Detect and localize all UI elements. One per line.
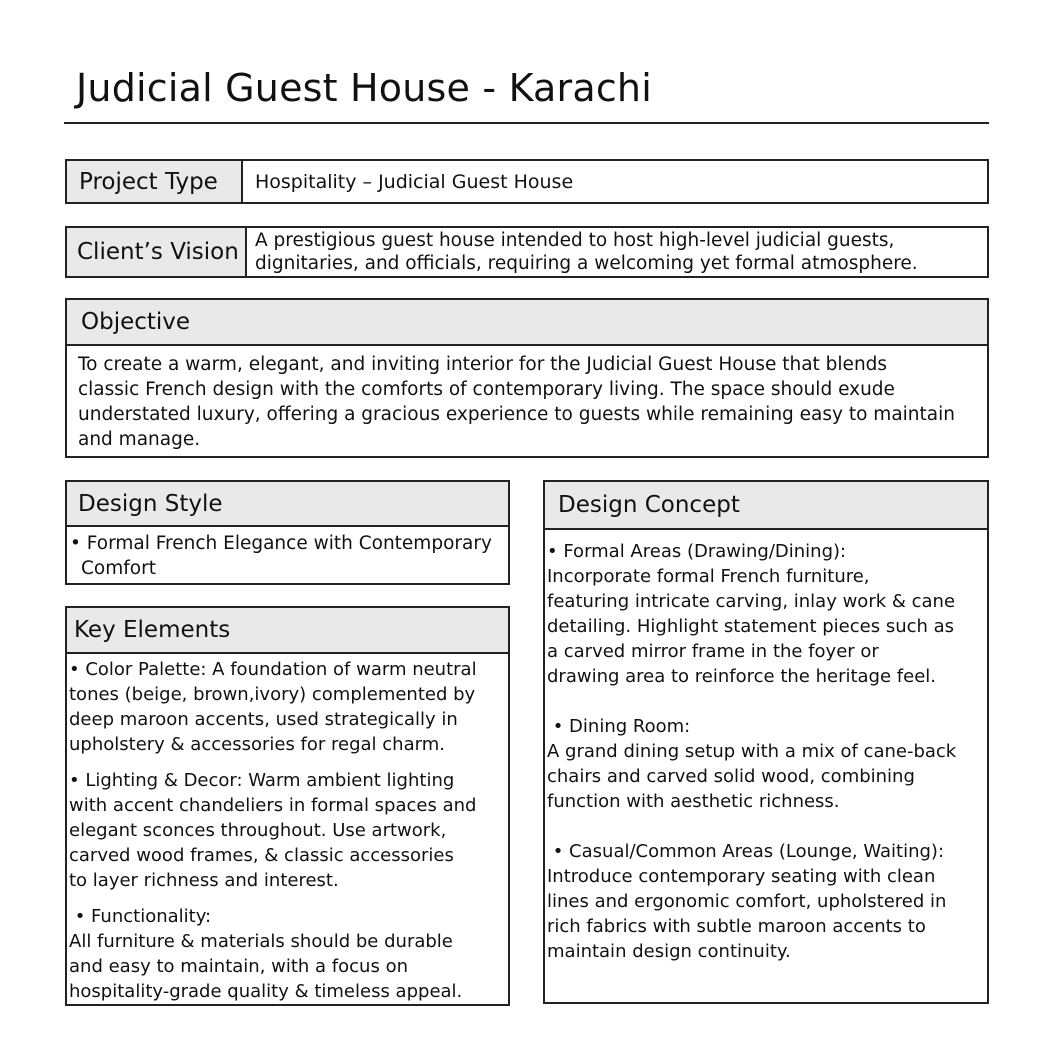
objective-section: [65, 298, 989, 458]
functionality-line: and easy to maintain, with a focus on: [69, 956, 408, 977]
lighting-decor-line: • Lighting & Decor: Warm ambient lighting: [69, 770, 455, 791]
divider: [545, 528, 987, 530]
project-type-value: Hospitality – Judicial Guest House: [255, 170, 574, 193]
objective-text: [78, 352, 955, 452]
clients-vision-label: Client’s Vision: [67, 228, 245, 276]
divider: [67, 344, 987, 346]
key-elements-section: [65, 606, 510, 1006]
page-title: Judicial Guest House - Karachi: [76, 66, 652, 110]
formal-areas-line: a carved mirror frame in the foyer or: [547, 641, 879, 662]
clients-vision-line: dignitaries, and officials, requiring a welcoming yet formal atmosphere.: [255, 253, 918, 274]
formal-areas-line: • Formal Areas (Drawing/Dining):: [547, 541, 847, 562]
dining-room-line: A grand dining setup with a mix of cane-back: [547, 741, 957, 762]
color-palette-line: upholstery & accessories for regal charm.: [69, 734, 445, 755]
design-style-line: Comfort: [81, 558, 156, 579]
design-concept-section: [543, 480, 989, 1004]
clients-vision-line: A prestigious guest house intended to host high-level judicial guests,: [255, 230, 895, 251]
dining-room-line: • Dining Room:: [547, 716, 691, 737]
functionality-line: hospitality-grade quality & timeless appeal.: [69, 981, 463, 1002]
lighting-decor-line: carved wood frames, & classic accessories: [69, 845, 454, 866]
project-type-row: [65, 159, 989, 204]
casual-areas-line: • Casual/Common Areas (Lounge, Waiting):: [547, 841, 945, 862]
design-concept-header: Design Concept: [545, 482, 987, 528]
dining-room-line: chairs and carved solid wood, combining: [547, 766, 915, 787]
casual-areas-line: lines and ergonomic comfort, upholstered in: [547, 891, 947, 912]
formal-areas-line: detailing. Highlight statement pieces such as: [547, 616, 955, 637]
functionality-line: • Functionality:: [69, 906, 212, 927]
clients-vision-row: [65, 226, 989, 278]
clients-vision-value: [255, 229, 918, 275]
divider: [67, 652, 508, 654]
color-palette-line: deep maroon accents, used strategically in: [69, 709, 458, 730]
objective-line: classic French design with the comforts of contemporary living. The space should exude: [78, 379, 895, 400]
lighting-decor-line: to layer richness and interest.: [69, 870, 339, 891]
design-style-text: [70, 531, 492, 581]
casual-areas-line: Introduce contemporary seating with clean: [547, 866, 936, 887]
color-palette-line: • Color Palette: A foundation of warm neutral: [69, 659, 477, 680]
divider: [67, 525, 508, 527]
objective-line: To create a warm, elegant, and inviting interior for the Judicial Guest House that blends: [78, 354, 888, 375]
design-style-header: Design Style: [67, 482, 508, 525]
lighting-decor-line: with accent chandeliers in formal spaces and: [69, 795, 477, 816]
functionality-line: All furniture & materials should be durable: [69, 931, 453, 952]
color-palette-line: tones (beige, brown,ivory) complemented by: [69, 684, 476, 705]
casual-areas-line: rich fabrics with subtle maroon accents to: [547, 916, 926, 937]
divider: [245, 228, 247, 276]
lighting-decor-line: elegant sconces throughout. Use artwork,: [69, 820, 447, 841]
formal-areas-line: featuring intricate carving, inlay work & cane: [547, 591, 956, 612]
objective-line: understated luxury, offering a gracious experience to guests while remaining easy to maintain: [78, 404, 955, 425]
design-style-line: • Formal French Elegance with Contemporary: [70, 533, 492, 554]
dining-room-line: function with aesthetic richness.: [547, 791, 840, 812]
design-concept-text: [547, 539, 956, 964]
formal-areas-line: drawing area to reinforce the heritage feel.: [547, 666, 936, 687]
objective-line: and manage.: [78, 429, 201, 450]
design-style-section: [65, 480, 510, 585]
key-elements-header: Key Elements: [67, 608, 508, 652]
project-type-label: Project Type: [67, 161, 241, 202]
key-elements-text: [69, 657, 477, 1004]
casual-areas-line: maintain design continuity.: [547, 941, 791, 962]
title-divider: [64, 122, 989, 124]
formal-areas-line: Incorporate formal French furniture,: [547, 566, 870, 587]
objective-header: Objective: [67, 300, 987, 344]
